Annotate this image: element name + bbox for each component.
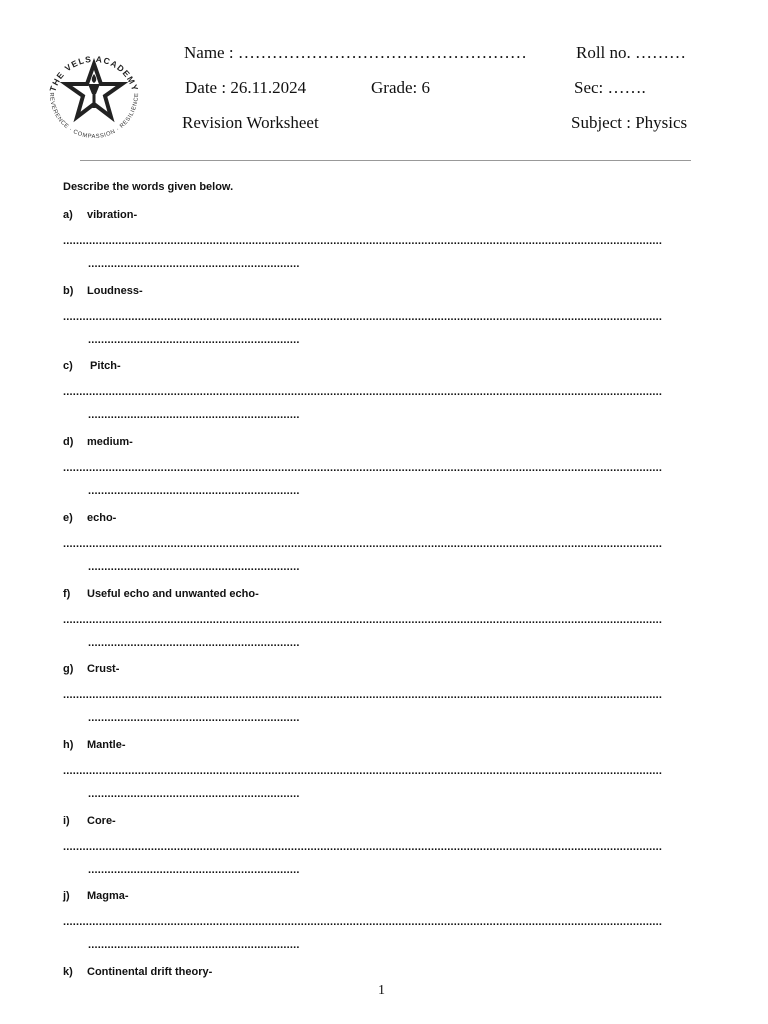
- instruction-text: Describe the words given below.: [63, 181, 234, 193]
- question-term: Pitch-: [87, 360, 121, 373]
- question-item: [63, 966, 212, 978]
- question-item: [63, 890, 129, 902]
- question-term: medium-: [87, 436, 133, 449]
- name-field: Name : ……………………………………………: [184, 43, 527, 62]
- answer-line[interactable]: ........................................................................................................................................................................................: [63, 386, 663, 399]
- question-item: [63, 436, 133, 448]
- question-letter: d): [63, 436, 74, 449]
- question-letter: j): [63, 890, 70, 903]
- answer-line-continuation[interactable]: .................................................................: [88, 485, 300, 498]
- question-term: Continental drift theory-: [87, 966, 213, 978]
- answer-line-continuation[interactable]: .................................................................: [88, 712, 300, 725]
- answer-line[interactable]: ........................................................................................................................................................................................: [63, 537, 663, 550]
- question-letter: a): [63, 209, 73, 221]
- answer-line-continuation[interactable]: .................................................................: [88, 863, 300, 876]
- question-letter: e): [63, 511, 73, 524]
- question-item: [63, 663, 119, 675]
- question-letter: f): [63, 587, 71, 600]
- page-number: 1: [378, 983, 385, 998]
- question-term: Crust-: [87, 663, 120, 676]
- answer-line-continuation[interactable]: .................................................................: [88, 409, 300, 422]
- question-letter: g): [63, 663, 74, 676]
- answer-line[interactable]: ........................................................................................................................................................................................: [63, 916, 663, 929]
- answer-line-continuation[interactable]: .................................................................: [88, 333, 300, 346]
- question-item: [63, 285, 143, 297]
- subject-label: Subject : Physics: [571, 113, 688, 132]
- question-term: Core-: [87, 814, 116, 827]
- question-item: [63, 360, 121, 372]
- question-item: [63, 588, 259, 600]
- answer-line-continuation[interactable]: .................................................................: [88, 636, 300, 649]
- question-term: Magma-: [87, 890, 129, 903]
- school-logo: [40, 50, 148, 140]
- question-letter: h): [63, 738, 74, 751]
- question-letter: c): [63, 360, 73, 373]
- question-item: [63, 815, 116, 827]
- answer-line[interactable]: ........................................................................................................................................................................................: [63, 689, 663, 702]
- question-letter: k): [63, 966, 73, 978]
- grade-label: Grade: 6: [371, 78, 431, 97]
- worksheet-title: Revision Worksheet: [182, 113, 319, 132]
- question-letter: b): [63, 284, 74, 297]
- date-label: Date : 26.11.2024: [185, 78, 307, 97]
- header-divider: [80, 160, 691, 161]
- section-field: Sec: …….: [574, 78, 646, 97]
- answer-line[interactable]: ........................................................................................................................................................................................: [63, 840, 663, 853]
- answer-line-continuation[interactable]: .................................................................: [88, 939, 300, 952]
- answer-line-continuation[interactable]: .................................................................: [88, 560, 300, 573]
- question-term: vibration-: [87, 209, 138, 221]
- question-letter: i): [63, 814, 70, 827]
- question-term: echo-: [87, 511, 117, 524]
- roll-no-field: Roll no. ………: [576, 43, 687, 62]
- star-torch-icon: [40, 50, 148, 140]
- question-term: Loudness-: [87, 284, 143, 297]
- answer-line[interactable]: ........................................................................................................................................................................................: [63, 613, 663, 626]
- answer-line[interactable]: ........................................................................................................................................................................................: [63, 235, 663, 247]
- logo-arc-top: THE VELS ACADEMY: [47, 53, 141, 93]
- answer-line-continuation[interactable]: .................................................................: [88, 787, 300, 800]
- logo-arc-bottom: REVERENCE · COMPASSION · RESILIENCE: [47, 92, 141, 140]
- question-term: Useful echo and unwanted echo-: [87, 587, 259, 600]
- question-item: [63, 512, 116, 524]
- answer-line-continuation[interactable]: .................................................................: [88, 258, 300, 270]
- question-item: [63, 739, 126, 751]
- question-term: Mantle-: [87, 738, 126, 751]
- answer-line[interactable]: ........................................................................................................................................................................................: [63, 310, 663, 323]
- answer-line[interactable]: ........................................................................................................................................................................................: [63, 462, 663, 475]
- answer-line[interactable]: ........................................................................................................................................................................................: [63, 764, 663, 777]
- question-item: [63, 209, 137, 221]
